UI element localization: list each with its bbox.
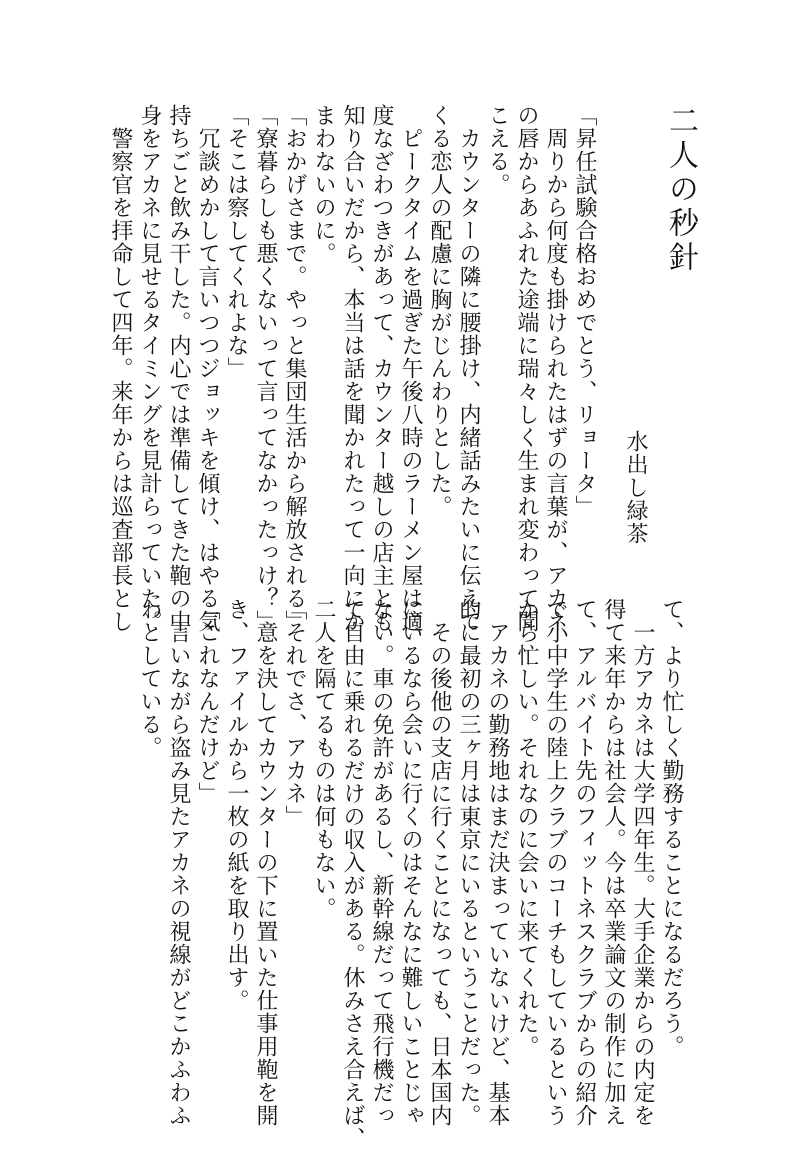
text-line: 「寮暮らしも悪くないって言ってなかったっけ？」 [253,104,278,633]
text-line: 「そこは察してくれよな」 [224,104,249,380]
text-line: 「昇任試験合格おめでとう、リョータ」 [572,104,597,518]
text-line: で小中学生の陸上クラブのコーチもしているという [543,598,568,1127]
text-line: 的に最初の三ヶ月は東京にいるということだった。 [456,598,481,1127]
text-line: て自由に乗れるだけの収入がある。休みさえ合えば、 [340,598,365,1150]
text-line: の唇からあふれた途端に瑞々しく生まれ変わって聞 [514,104,539,633]
text-line: 持ちごと飲み干した。内心では準備してきた鞄の中 [166,104,191,633]
text-line: 「これなんだけど」 [195,598,220,805]
text-line: くる恋人の配慮に胸がじんわりとした。 [427,104,452,518]
text-line: 「おかげさまで。やっと集団生活から解放される」 [282,104,307,633]
text-line: 二人を隔てるものは何もない。 [311,598,336,920]
text-line: アカネの勤務地はまだ決まっていないけど、基本 [485,598,510,1127]
text-line: から忙しい。それなのに会いに来てくれた。 [514,598,539,1058]
text-line: 得て来年からは社会人。今は卒業論文の制作に加え [601,598,626,1127]
text-line: 身をアカネに見せるタイミングを見計らっていた。 [137,104,162,633]
text-line: 知り合いだから、本当は話を聞かれたって一向にか [340,104,365,633]
text-line: 一方アカネは大学四年生。大手企業からの内定を [630,598,655,1127]
text-line: ない。車の免許があるし、新幹線だって飛行機だっ [369,598,394,1127]
text-line: その後他の支店に行くことになっても、日本国内 [427,598,452,1127]
text-line: て、より忙しく勤務することになるだろう。 [659,598,684,1058]
text-line: 冗談めかして言いつつジョッキを傾け、はやる気 [195,104,220,633]
text-line: にいるなら会いに行くのはそんなに難しいことじゃ [398,598,423,1127]
text-line: ピークタイムを過ぎた午後八時のラーメン屋は適 [398,104,423,633]
text-line: 意を決してカウンターの下に置いた仕事用鞄を開 [253,598,278,1127]
text-line: こえる。 [485,104,510,196]
text-line: わとしている。 [137,598,162,759]
story-title: 二人の秒針 [663,105,698,275]
text-line: て、アルバイト先のフィットネスクラブからの紹介 [572,598,597,1127]
text-line: まわないのに。 [311,104,336,265]
text-line: 周りから何度も掛けられたはずの言葉が、アカネ [543,104,568,633]
text-line: 言いながら盗み見たアカネの視線がどこかふわふ [166,598,191,1127]
text-line: 警察官を拝命して四年。来年からは巡査部長とし [108,104,133,633]
text-line: 度なざわつきがあって、カウンター越しの店主とも [369,104,394,633]
text-line: き、ファイルから一枚の紙を取り出す。 [224,598,249,1012]
text-line: 「それでさ、アカネ」 [282,598,307,828]
story-author: 水出し緑茶 [623,430,648,545]
text-line: カウンターの隣に腰掛け、内緒話みたいに伝えて [456,104,481,633]
